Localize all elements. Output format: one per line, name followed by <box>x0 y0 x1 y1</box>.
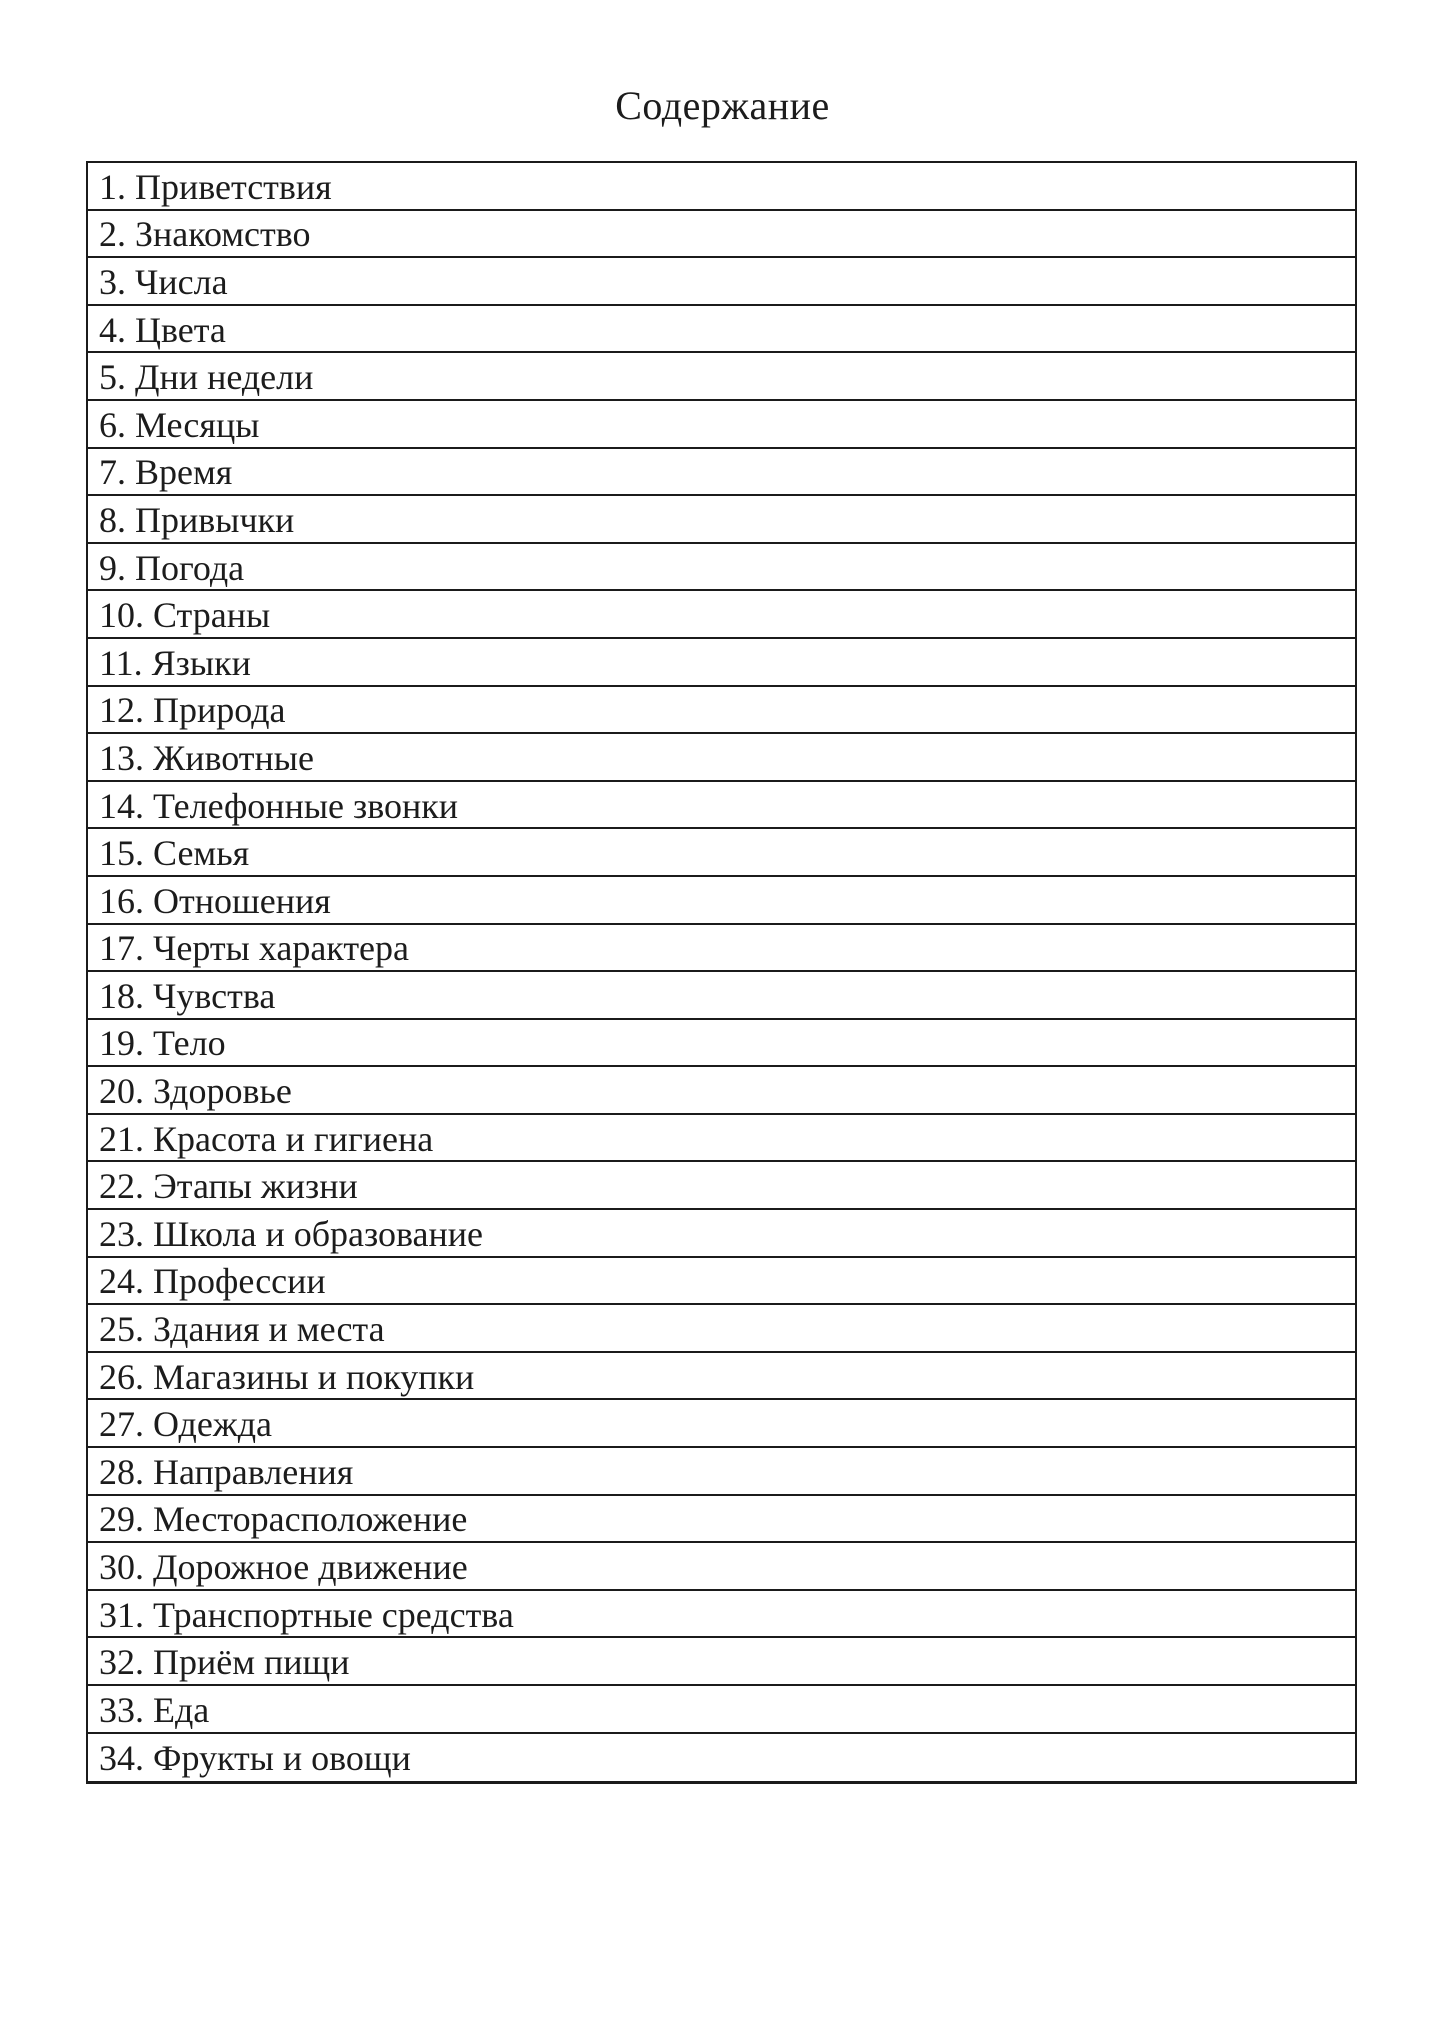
toc-item-label: 10. Страны <box>99 595 271 636</box>
toc-row <box>88 1686 1355 1734</box>
toc-row <box>88 639 1355 687</box>
toc-item-label: 5. Дни недели <box>99 357 314 398</box>
toc-row <box>88 1496 1355 1544</box>
toc-item-label: 6. Месяцы <box>99 404 260 445</box>
toc-item-label: 8. Привычки <box>99 499 295 540</box>
toc-row <box>88 544 1355 592</box>
page-title: Содержание <box>615 83 830 128</box>
toc-item-label: 25. Здания и места <box>99 1309 385 1350</box>
toc-item-label: 15. Семья <box>99 833 250 874</box>
toc-table <box>86 161 1357 1784</box>
toc-row <box>88 972 1355 1020</box>
toc-item-label: 12. Природа <box>99 690 286 731</box>
toc-item-label: 20. Здоровье <box>99 1071 292 1112</box>
toc-item-label: 2. Знакомство <box>99 214 311 255</box>
toc-row <box>88 1353 1355 1401</box>
toc-row <box>88 1448 1355 1496</box>
toc-row <box>88 211 1355 259</box>
toc-row <box>88 877 1355 925</box>
toc-row <box>88 1734 1355 1782</box>
toc-item-label: 34. Фрукты и овощи <box>99 1738 411 1779</box>
toc-item-label: 14. Телефонные звонки <box>99 785 458 826</box>
toc-row <box>88 1210 1355 1258</box>
toc-item-label: 9. Погода <box>99 547 245 588</box>
toc-row <box>88 163 1355 211</box>
toc-row <box>88 1115 1355 1163</box>
toc-row <box>88 401 1355 449</box>
toc-item-label: 33. Еда <box>99 1689 210 1730</box>
toc-item-label: 28. Направления <box>99 1451 354 1492</box>
toc-item-label: 31. Транспортные средства <box>99 1594 514 1635</box>
toc-row <box>88 591 1355 639</box>
toc-row <box>88 258 1355 306</box>
toc-item-label: 7. Время <box>99 452 233 493</box>
toc-item-label: 3. Числа <box>99 261 228 302</box>
toc-row <box>88 687 1355 735</box>
toc-item-label: 13. Животные <box>99 737 314 778</box>
toc-item-label: 27. Одежда <box>99 1404 272 1445</box>
toc-row <box>88 306 1355 354</box>
toc-item-label: 24. Профессии <box>99 1261 326 1302</box>
toc-row <box>88 1400 1355 1448</box>
toc-row <box>88 496 1355 544</box>
toc-item-label: 22. Этапы жизни <box>99 1166 358 1207</box>
toc-row <box>88 1543 1355 1591</box>
toc-row <box>88 449 1355 497</box>
toc-row <box>88 1591 1355 1639</box>
toc-item-label: 1. Приветствия <box>99 166 332 207</box>
toc-row <box>88 353 1355 401</box>
toc-item-label: 23. Школа и образование <box>99 1213 484 1254</box>
toc-item-label: 19. Тело <box>99 1023 226 1064</box>
toc-item-label: 29. Месторасположение <box>99 1499 468 1540</box>
toc-row <box>88 1258 1355 1306</box>
toc-item-label: 16. Отношения <box>99 880 331 921</box>
toc-row <box>88 1020 1355 1068</box>
toc-row <box>88 1305 1355 1353</box>
toc-row <box>88 925 1355 973</box>
toc-item-label: 18. Чувства <box>99 975 276 1016</box>
toc-item-label: 11. Языки <box>99 642 251 683</box>
toc-item-label: 30. Дорожное движение <box>99 1547 468 1588</box>
toc-row <box>88 1638 1355 1686</box>
toc-row <box>88 734 1355 782</box>
toc-item-label: 32. Приём пищи <box>99 1642 350 1683</box>
toc-row <box>88 1067 1355 1115</box>
toc-item-label: 17. Черты характера <box>99 928 410 969</box>
toc-row <box>88 782 1355 830</box>
toc-item-label: 4. Цвета <box>99 309 226 350</box>
toc-item-label: 21. Красота и гигиена <box>99 1118 434 1159</box>
toc-row <box>88 829 1355 877</box>
toc-row <box>88 1162 1355 1210</box>
toc-item-label: 26. Магазины и покупки <box>99 1356 475 1397</box>
